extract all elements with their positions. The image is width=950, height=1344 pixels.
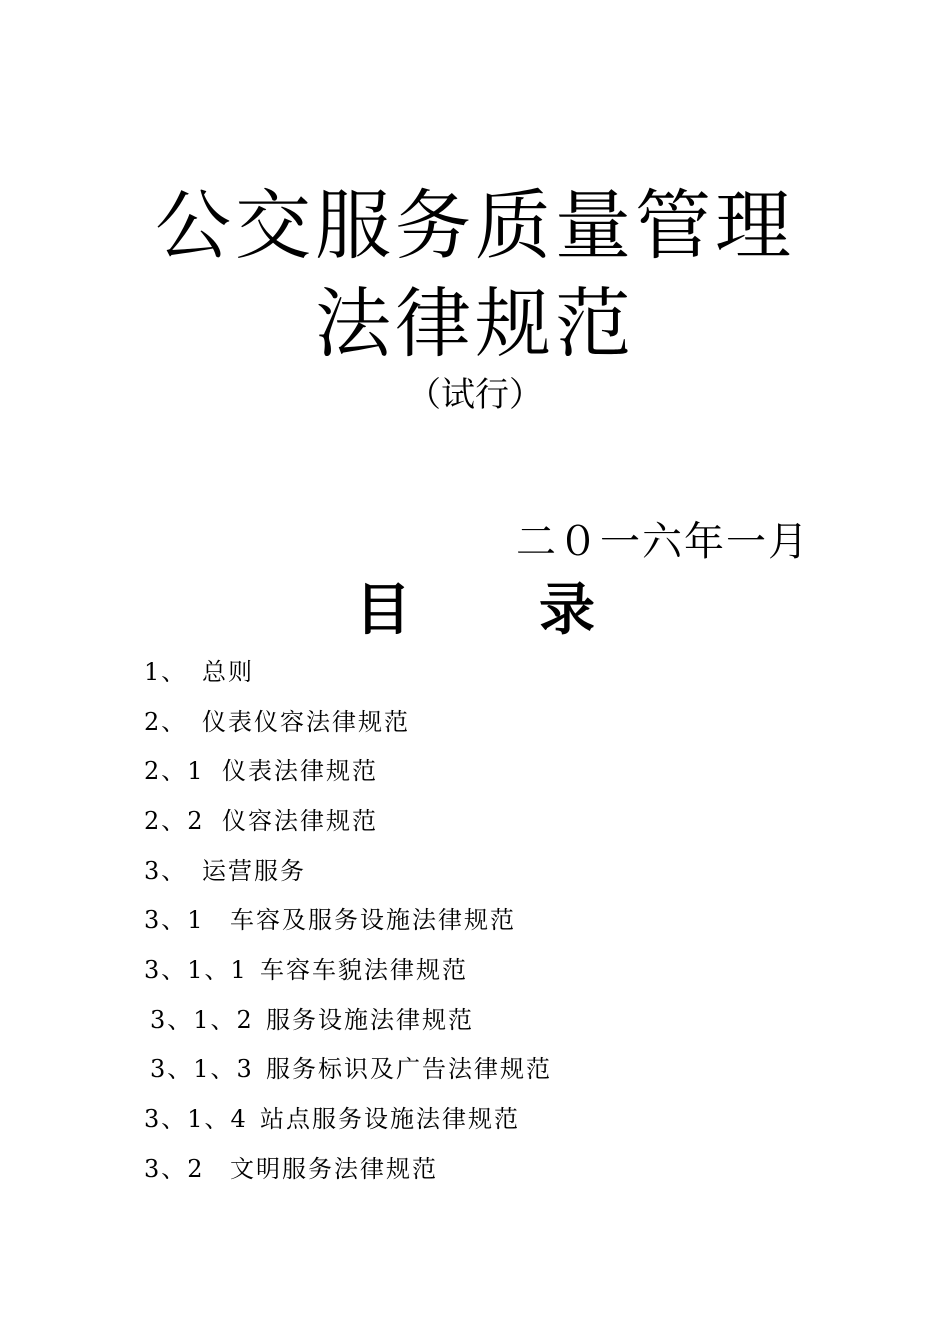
toc-item[interactable] [144,1157,438,1181]
toc-item-text: 服务设施法律规范 [266,1006,474,1034]
toc-item-number: 2、2 [144,807,205,835]
toc-heading-left: 目 [355,577,411,643]
title-line-2: 法律规范 [315,279,635,368]
subtitle: （试行） [407,375,543,415]
toc-item-number: 3、1、3 [150,1055,254,1083]
toc-item-text: 站点服务设施法律规范 [260,1105,520,1133]
toc-item[interactable] [144,710,410,734]
toc-item-number: 3、2 [144,1155,205,1183]
toc-item-text: 运营服务 [202,857,306,885]
toc-heading [0,577,950,643]
toc-item[interactable] [144,908,516,932]
toc-item-number: 3、1、4 [144,1105,248,1133]
toc-item-text: 总则 [202,658,254,686]
toc-item-text: 服务标识及广告法律规范 [266,1055,552,1083]
toc-item-number: 1、 [144,658,188,686]
toc-item[interactable] [144,660,254,684]
toc-item-number: 2、1 [144,757,205,785]
toc-item-number: 2、 [144,708,188,736]
toc-item-text: 车容车貌法律规范 [260,956,468,984]
toc-item-number: 3、1 [144,906,205,934]
toc-heading-right: 录 [539,577,595,643]
toc-item[interactable] [144,859,306,883]
toc-item[interactable] [144,809,378,833]
toc-item-text: 仪表仪容法律规范 [202,708,410,736]
toc-item[interactable] [144,1107,520,1131]
toc-item-text: 文明服务法律规范 [230,1155,438,1183]
toc-item-text: 仪表法律规范 [222,757,378,785]
toc-item-text: 车容及服务设施法律规范 [230,906,516,934]
title-line-1: 公交服务质量管理 [155,181,795,270]
toc-item-number: 3、1、1 [144,956,248,984]
toc-item[interactable] [150,1057,552,1081]
toc-item-number: 3、1、2 [150,1006,254,1034]
toc-item[interactable] [144,759,378,783]
toc-item-text: 仪容法律规范 [222,807,378,835]
toc-item[interactable] [150,1008,474,1032]
publication-date: 二０一六年一月 [516,519,810,565]
toc-item[interactable] [144,958,468,982]
toc-item-number: 3、 [144,857,188,885]
